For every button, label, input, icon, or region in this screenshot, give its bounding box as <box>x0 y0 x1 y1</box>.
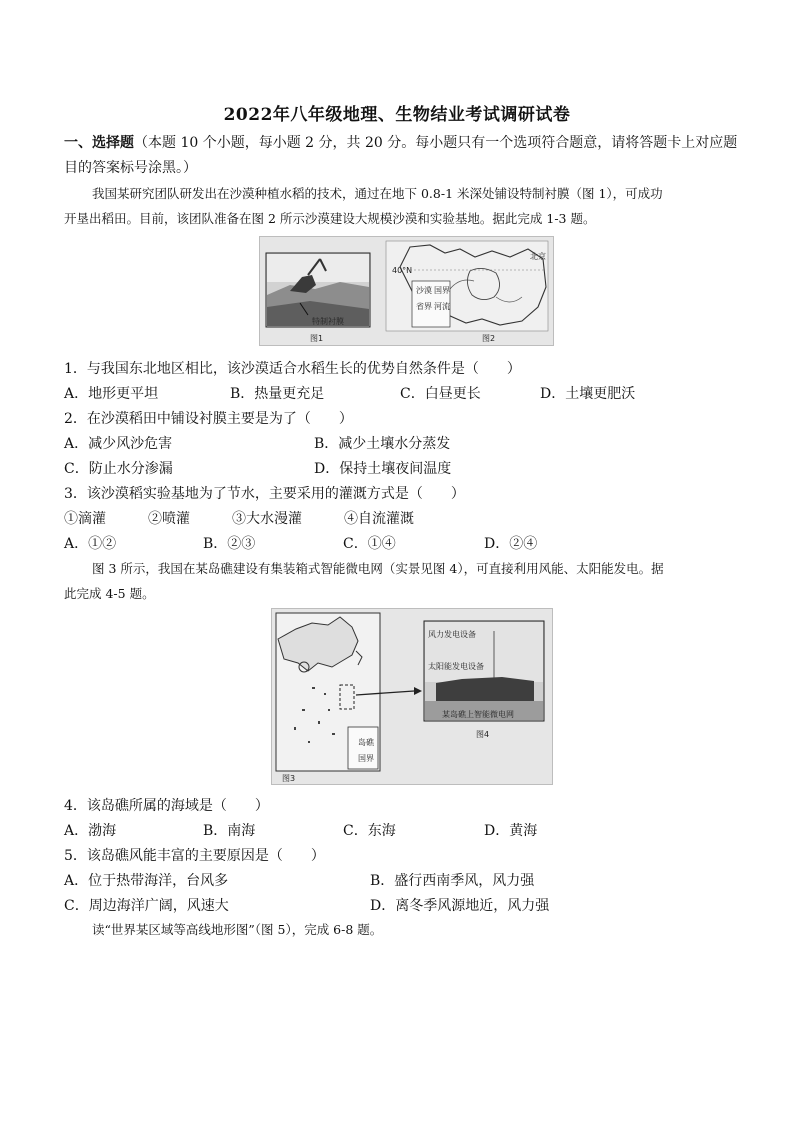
legend-border: 国界 <box>434 286 450 295</box>
figure-1-2 <box>259 236 554 346</box>
q4-option-c[interactable]: C．东海 <box>343 823 396 839</box>
q3-option-c[interactable]: C．①④ <box>343 536 396 552</box>
photo-caption: 某岛礁上智能微电网 <box>442 710 514 719</box>
q2-option-a[interactable]: A．减少风沙危害 <box>64 436 173 452</box>
q3-option-d[interactable]: D．②④ <box>484 536 538 552</box>
q2-option-c[interactable]: C．防止水分渗漏 <box>64 461 173 477</box>
q3-option-b[interactable]: B．②③ <box>203 536 256 552</box>
section-description: （本题 10 个小题，每小题 2 分，共 20 分。每小题只有一个选项符合题意，请将答题卡上对应题 <box>134 135 738 151</box>
fig3-caption: 图3 <box>282 774 296 783</box>
fig1-sky <box>267 254 369 282</box>
q3-choice-1: ①滴灌 <box>64 511 106 527</box>
q1-option-d[interactable]: D．土壤更肥沃 <box>540 386 636 402</box>
passage2-line1: 图 3 所示，我国在某岛礁建设有集装箱式智能微电网（实景见图 4），可直接利用风能、太阳能发电。据 <box>92 561 664 576</box>
q2-option-b[interactable]: B．减少土壤水分蒸发 <box>314 436 451 452</box>
fig1-label: 特制衬膜 <box>312 317 344 326</box>
figure-3-4 <box>271 608 553 785</box>
q5-stem: 5．该岛礁风能丰富的主要原因是（ ） <box>64 848 325 864</box>
q4-stem: 4．该岛礁所属的海域是（ ） <box>64 798 269 814</box>
q2-option-d[interactable]: D．保持土壤夜间温度 <box>314 461 452 477</box>
solar-label: 太阳能发电设备 <box>428 662 484 671</box>
q1-stem: 1．与我国东北地区相比，该沙漠适合水稻生长的优势自然条件是（ ） <box>64 361 521 377</box>
figure-3-4-drawing <box>272 609 552 784</box>
q5-option-c[interactable]: C．周边海洋广阔，风速大 <box>64 898 229 914</box>
fig3-legend-island: 岛礁 <box>358 738 374 747</box>
passage1-line2: 开垦出稻田。目前，该团队准备在图 2 所示沙漠建设大规模沙漠和实验基地。据此完成 1-3 题。 <box>64 211 596 226</box>
lat-label: 40°N <box>392 266 413 275</box>
passage3-line: 读“世界某区域等高线地形图”（图 5），完成 6-8 题。 <box>92 922 383 937</box>
q1-option-b[interactable]: B．热量更充足 <box>230 386 325 402</box>
section-heading: 一、选择题 <box>64 135 134 151</box>
q4-option-b[interactable]: B．南海 <box>203 823 256 839</box>
legend-river: 河流 <box>434 302 450 311</box>
exam-title: 2022年八年级地理、生物结业考试调研试卷 <box>223 105 571 125</box>
beijing-label: 北京 <box>530 252 546 261</box>
q1-option-c[interactable]: C．白昼更长 <box>400 386 481 402</box>
figure-1-2-drawing <box>260 237 553 345</box>
passage2-line2: 此完成 4-5 题。 <box>64 586 155 601</box>
fig1-caption: 图1 <box>310 334 324 343</box>
q3-choice-2: ②喷灌 <box>148 511 190 527</box>
q4-option-a[interactable]: A．渤海 <box>64 823 117 839</box>
legend-province: 省界 <box>416 302 432 311</box>
q5-option-d[interactable]: D．离冬季风源地近，风力强 <box>370 898 550 914</box>
q3-option-a[interactable]: A．①② <box>64 536 117 552</box>
section-line-1 <box>64 132 737 152</box>
q3-choice-3: ③大水漫灌 <box>232 511 302 527</box>
fig3-legend-border: 国界 <box>358 754 374 763</box>
q5-option-a[interactable]: A．位于热带海洋，台风多 <box>64 873 229 889</box>
wind-label: 风力发电设备 <box>428 630 476 639</box>
passage1-line1: 我国某研究团队研发出在沙漠种植水稻的技术，通过在地下 0.8-1 米深处铺设特制衬膜（图 1），可成功 <box>92 186 663 201</box>
q1-option-a[interactable]: A．地形更平坦 <box>64 386 159 402</box>
fig4-caption: 图4 <box>476 730 490 739</box>
legend-desert: 沙漠 <box>416 286 432 295</box>
fig2-map-frame <box>386 241 548 331</box>
fig2-caption: 图2 <box>482 334 496 343</box>
section-description-2: 目的答案标号涂黑。） <box>64 160 197 176</box>
q2-stem: 2．在沙漠稻田中铺设衬膜主要是为了（ ） <box>64 411 353 427</box>
q3-choice-4: ④自流灌溉 <box>344 511 414 527</box>
q5-option-b[interactable]: B．盛行西南季风，风力强 <box>370 873 535 889</box>
q3-stem: 3．该沙漠稻实验基地为了节水，主要采用的灌溉方式是（ ） <box>64 486 465 502</box>
q4-option-d[interactable]: D．黄海 <box>484 823 538 839</box>
